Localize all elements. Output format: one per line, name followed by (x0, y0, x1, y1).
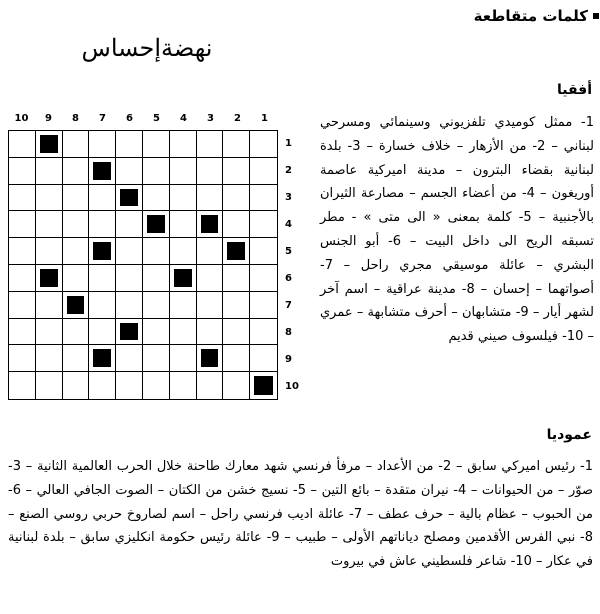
grid-cell[interactable] (223, 319, 250, 346)
grid-cell[interactable] (116, 292, 143, 319)
grid-cell[interactable] (143, 238, 170, 265)
grid-cell[interactable] (116, 372, 143, 399)
grid-cell[interactable] (63, 185, 90, 212)
grid-cell[interactable] (223, 372, 250, 399)
row-number: 5 (285, 246, 292, 257)
grid-cell[interactable] (63, 131, 90, 158)
grid-cell[interactable] (170, 292, 197, 319)
grid-cell[interactable] (170, 319, 197, 346)
grid-cell[interactable] (9, 185, 36, 212)
row-number: 7 (285, 300, 292, 311)
black-cell (197, 211, 224, 238)
black-cell (250, 372, 277, 399)
grid-cell[interactable] (143, 292, 170, 319)
black-cell (116, 319, 143, 346)
grid-cell[interactable] (197, 185, 224, 212)
grid-cell[interactable] (9, 372, 36, 399)
puzzle-subtitle: نهضةإحساس (81, 34, 213, 62)
grid-cell[interactable] (223, 265, 250, 292)
grid-cell[interactable] (63, 211, 90, 238)
bullet-icon (593, 13, 599, 19)
grid-cell[interactable] (250, 131, 277, 158)
black-cell (36, 265, 63, 292)
column-number: 1 (261, 113, 268, 124)
grid-cell[interactable] (143, 131, 170, 158)
grid-cell[interactable] (250, 238, 277, 265)
row-number: 4 (285, 219, 292, 230)
grid-cell[interactable] (9, 292, 36, 319)
grid-cell[interactable] (36, 345, 63, 372)
page-title-text: كلمات متقاطعة (473, 7, 588, 25)
grid-cell[interactable] (197, 158, 224, 185)
column-number: 6 (126, 113, 133, 124)
grid-cell[interactable] (116, 158, 143, 185)
black-cell (170, 265, 197, 292)
grid-cell[interactable] (9, 319, 36, 346)
row-number: 10 (285, 381, 299, 392)
grid-cell[interactable] (63, 372, 90, 399)
grid-cell[interactable] (89, 131, 116, 158)
row-number: 6 (285, 273, 292, 284)
grid-cell[interactable] (143, 372, 170, 399)
grid-cell[interactable] (63, 319, 90, 346)
grid-cell[interactable] (170, 345, 197, 372)
grid-cell[interactable] (116, 131, 143, 158)
column-number: 9 (45, 113, 52, 124)
across-heading: أفقيا (556, 82, 592, 98)
black-cell (36, 131, 63, 158)
grid-cell[interactable] (9, 238, 36, 265)
grid-cell[interactable] (143, 345, 170, 372)
down-clues: 1- رئيس اميركي سابق – 2- من الأعداد – مرفأ فرنسي شهد معارك طاحنة خلال الحرب العالمية الثانية – 3- صوّر – من الحيوانات – 4- نيران متقدة – بائع التين – 5- نسيج خشن من الكتان – الصوت الجافي العالي – 6- من الحبوب – عظام بالية – حرف عطف – 7- عائلة اديب فرنسي راحل – اسم لصاروخ حربي روسي الصنع – 8- نبي الفرس الأقدمين ومصلح دياناتهم الأولى – طبيب – 9- عائلة رئيس حكومة انكليزي سابق – بلدة لبنانية في عكار – 10- شاعر فلسطيني عاش في بيروت (8, 459, 594, 570)
grid-cell[interactable] (89, 292, 116, 319)
column-number: 8 (72, 113, 79, 124)
grid-cell[interactable] (197, 319, 224, 346)
grid-cell[interactable] (250, 319, 277, 346)
grid-cell[interactable] (116, 238, 143, 265)
grid-cell[interactable] (250, 292, 277, 319)
grid-cell[interactable] (89, 211, 116, 238)
grid-cell[interactable] (116, 265, 143, 292)
across-clues: 1- ممثل كوميدي تلفزيوني وسينمائي ومسرحي لبناني – 2- من الأزهار – خلاف خسارة – 3- بلدة لبنانية بقضاء البترون – مدينة اميركية عاصمة أوريغون – 4- من أعضاء الجسم – مصارعة الثيران بالأجنبية – 5- كلمة بمعنى « الى متى » - مطر تسبقه الريح الى داخل البيت – 6- أبو الجنس البشري – عائلة موسيقي مجري راحل – 7- أصواتهما – إحسان – 8- مدينة عراقية – اسم آخر لشهر أيار – 9- متشابهان – أحرف متشابهة – عمري – 10- فيلسوف صيني قديم (320, 115, 594, 345)
column-number: 2 (234, 113, 241, 124)
grid-cell[interactable] (9, 211, 36, 238)
grid-cell[interactable] (116, 345, 143, 372)
grid-cell[interactable] (143, 158, 170, 185)
grid-cell[interactable] (89, 185, 116, 212)
grid-cell[interactable] (223, 292, 250, 319)
column-number: 7 (99, 113, 106, 124)
grid-cell[interactable] (223, 211, 250, 238)
grid-cell[interactable] (197, 265, 224, 292)
column-number: 3 (207, 113, 214, 124)
grid-cell[interactable] (36, 238, 63, 265)
grid-cell[interactable] (223, 158, 250, 185)
grid-cell[interactable] (9, 345, 36, 372)
grid-cell[interactable] (223, 345, 250, 372)
grid-cell[interactable] (170, 372, 197, 399)
grid-cell[interactable] (36, 319, 63, 346)
row-number: 2 (285, 165, 292, 176)
grid-cell[interactable] (9, 158, 36, 185)
grid-cell[interactable] (36, 292, 63, 319)
black-cell (89, 238, 116, 265)
grid-cell[interactable] (250, 185, 277, 212)
grid-cell[interactable] (250, 265, 277, 292)
page-title (474, 7, 588, 25)
grid-cell[interactable] (197, 131, 224, 158)
grid-cell[interactable] (36, 185, 63, 212)
black-cell (223, 238, 250, 265)
crossword-grid (8, 130, 278, 400)
grid-cell[interactable] (89, 319, 116, 346)
grid-cell[interactable] (197, 372, 224, 399)
grid-cell[interactable] (143, 319, 170, 346)
grid-cell[interactable] (89, 372, 116, 399)
row-number: 9 (285, 354, 292, 365)
grid-cell[interactable] (197, 238, 224, 265)
grid-cell[interactable] (63, 158, 90, 185)
grid-cell[interactable] (143, 185, 170, 212)
black-cell (143, 211, 170, 238)
grid-cell[interactable] (223, 131, 250, 158)
grid-cell[interactable] (197, 292, 224, 319)
grid-cell[interactable] (63, 345, 90, 372)
grid-cell[interactable] (63, 265, 90, 292)
row-numbers (281, 130, 303, 400)
black-cell (89, 345, 116, 372)
column-number: 5 (153, 113, 160, 124)
black-cell (89, 158, 116, 185)
black-cell (197, 345, 224, 372)
grid-cell[interactable] (63, 238, 90, 265)
grid-cell[interactable] (170, 185, 197, 212)
grid-cell[interactable] (170, 131, 197, 158)
black-cell (63, 292, 90, 319)
grid-cell[interactable] (143, 265, 170, 292)
grid-cell[interactable] (250, 345, 277, 372)
grid-cell[interactable] (116, 211, 143, 238)
grid-cell[interactable] (36, 372, 63, 399)
grid-cell[interactable] (250, 158, 277, 185)
grid-cell[interactable] (170, 238, 197, 265)
grid-cell[interactable] (36, 211, 63, 238)
row-number: 8 (285, 327, 292, 338)
grid-cell[interactable] (170, 211, 197, 238)
grid-cell[interactable] (89, 265, 116, 292)
grid-cell[interactable] (223, 185, 250, 212)
column-numbers (8, 113, 278, 127)
down-heading: عموديا (546, 427, 592, 443)
grid-cell[interactable] (9, 265, 36, 292)
grid-cell[interactable] (36, 158, 63, 185)
row-number: 3 (285, 192, 292, 203)
grid-cell[interactable] (9, 131, 36, 158)
row-number: 1 (285, 138, 292, 149)
grid-cell[interactable] (170, 158, 197, 185)
grid-cell[interactable] (250, 211, 277, 238)
column-number: 4 (180, 113, 187, 124)
column-number: 10 (14, 113, 29, 124)
black-cell (116, 185, 143, 212)
